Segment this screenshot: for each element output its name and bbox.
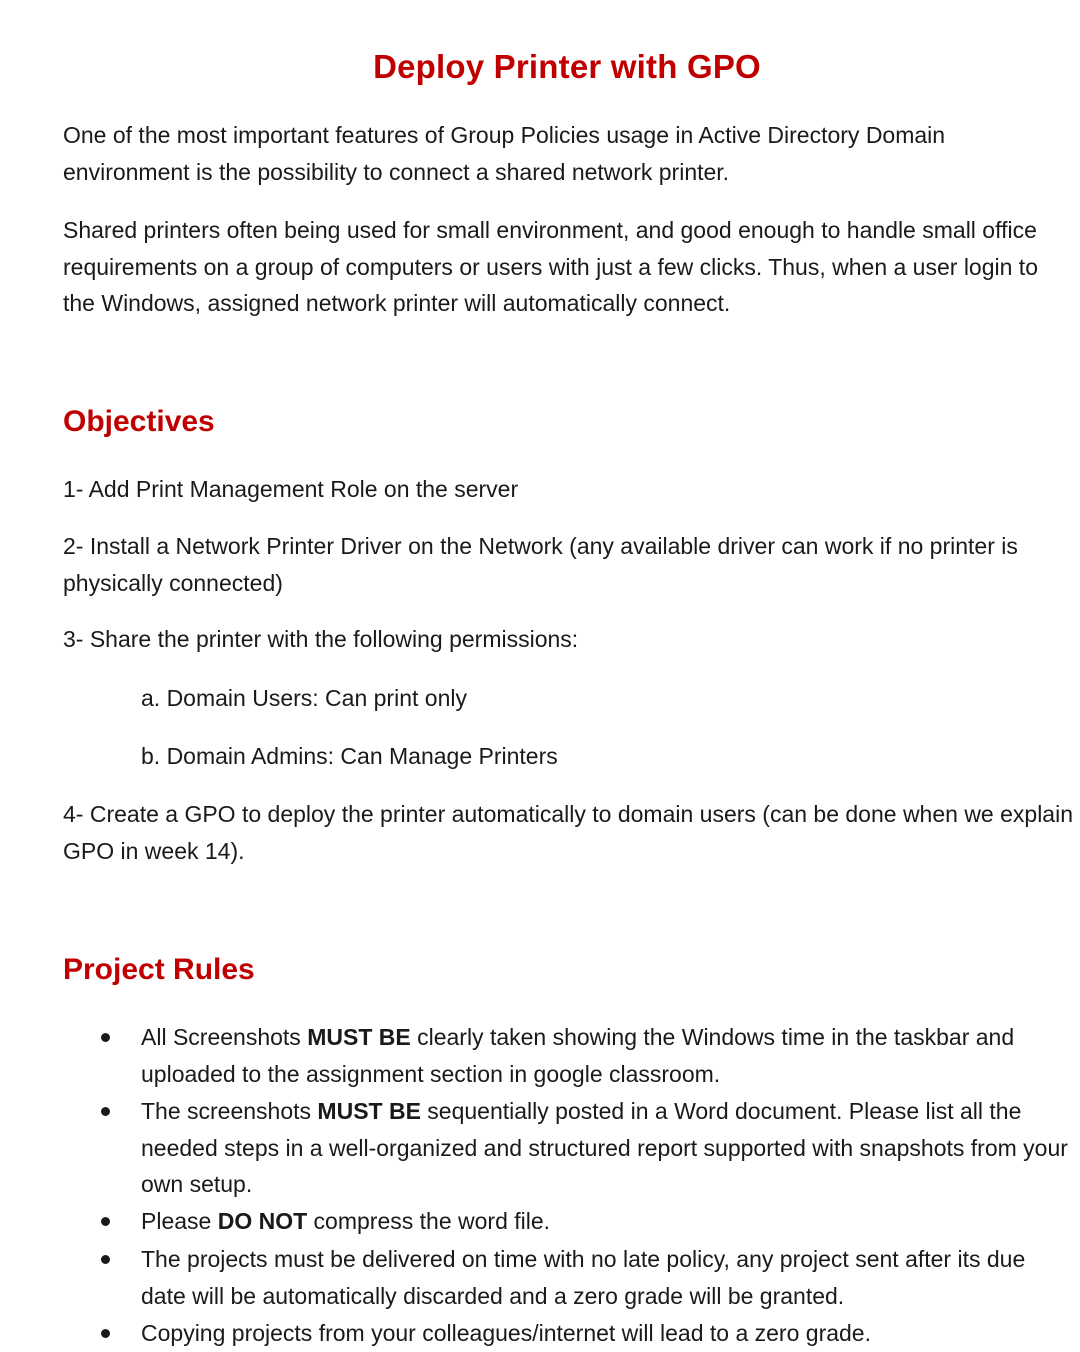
bullet-icon [101,1107,110,1116]
rule-emphasis: MUST BE [307,1024,411,1050]
rule-text: compress the word file. [307,1208,551,1234]
objective-subitem-b: b. Domain Admins: Can Manage Printers [141,743,558,769]
rule-text: clearly taken showing the Windows time in the taskbar and uploaded to the assignment section in google classroom. [141,1024,1015,1087]
rule-text: The projects must be delivered on time with no late policy, any project sent after its due date will be automatically discarded and a zero grade will be granted. [141,1246,1026,1309]
bullet-icon [101,1255,110,1264]
bullet-icon [101,1217,110,1226]
document-title: Deploy Printer with GPO [373,48,761,85]
objectives-heading: Objectives [63,405,215,438]
rule-text: Please [141,1208,218,1234]
objective-subitem-a: a. Domain Users: Can print only [141,685,467,711]
rule-item-3 [141,1203,1076,1240]
rule-item-4 [141,1241,1076,1314]
rule-item-2 [141,1093,1076,1203]
rule-emphasis: DO NOT [217,1208,308,1234]
rule-item-5 [141,1315,1076,1352]
objective-item-3: 3- Share the printer with the following permissions: [63,626,579,652]
objective-item-2: 2- Install a Network Printer Driver on the Network (any available driver can work if no printer is physically connected) [63,533,1018,596]
rule-emphasis: MUST BE [317,1098,421,1124]
rule-text: sequentially posted in a Word document. Please list all the needed steps in a well-organized and structured report supported with snapshots from your own setup. [141,1098,1068,1197]
rule-item-1 [141,1019,1076,1092]
rule-text: Copying projects from your colleagues/internet will lead to a zero grade. [141,1320,871,1346]
bullet-icon [101,1033,110,1042]
rule-text: The screenshots [141,1098,318,1124]
intro-paragraph-2: Shared printers often being used for small environment, and good enough to handle small office requirements on a group of computers or users with just a few clicks. Thus, when a user login to the Windows, assigned network printer will automatically connect. [63,217,1038,316]
project-rules-heading: Project Rules [63,953,255,986]
intro-paragraph-1: One of the most important features of Group Policies usage in Active Directory Domain environment is the possibility to connect a shared network printer. [63,122,946,185]
objective-item-1: 1- Add Print Management Role on the server [63,476,519,502]
bullet-icon [101,1329,110,1338]
objective-item-4: 4- Create a GPO to deploy the printer automatically to domain users (can be done when we explain GPO in week 14). [63,801,1074,864]
rule-text: All Screenshots [141,1024,308,1050]
